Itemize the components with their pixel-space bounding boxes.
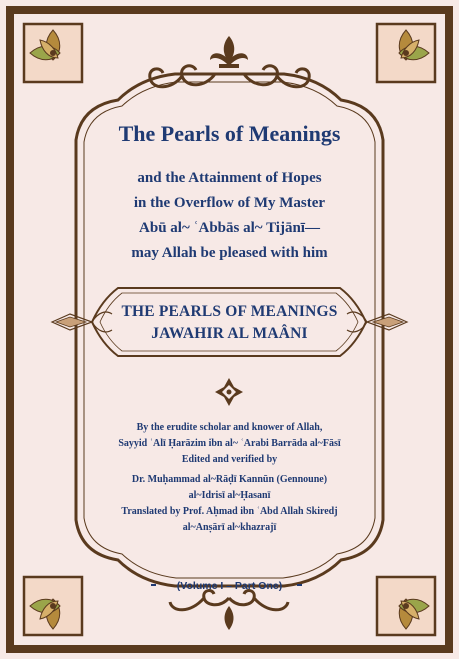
volume-label: (Volume I – Part One) xyxy=(176,580,283,592)
credit-line-7: al~Anṣārī al~khazrajī xyxy=(182,522,277,533)
cartouche-title-line-2: JAWAHIR AL MAÂNI xyxy=(151,325,308,342)
credit-line-1: By the erudite scholar and knower of Allah, xyxy=(136,422,323,433)
book-title: The Pearls of Meanings xyxy=(118,121,341,146)
credit-line-6: Translated by Prof. Aḥmad ibn ʿAbd Allah Skiredj xyxy=(121,506,338,517)
cartouche-title-line-1: THE PEARLS OF MEANINGS xyxy=(121,303,338,320)
subtitle-line-4: may Allah be pleased with him xyxy=(131,245,328,261)
credit-line-5: al~Idrisī al~Ḥasanī xyxy=(188,490,271,501)
subtitle-line-3: Abū al~ ʿAbbās al~ Tijānī— xyxy=(139,220,320,236)
subtitle-line-2: in the Overflow of My Master xyxy=(133,195,326,211)
credit-line-4: Dr. Muḥammad al~Rāḍī Kannūn (Gennoune) xyxy=(131,474,328,485)
credit-line-3: Edited and verified by xyxy=(181,454,278,465)
credit-line-2: Sayyid ʿAlī Ḥarāzim ibn al~ ʿArabi Barrāda al~Fāsī xyxy=(118,438,341,449)
subtitle-line-1: and the Attainment of Hopes xyxy=(137,170,322,186)
